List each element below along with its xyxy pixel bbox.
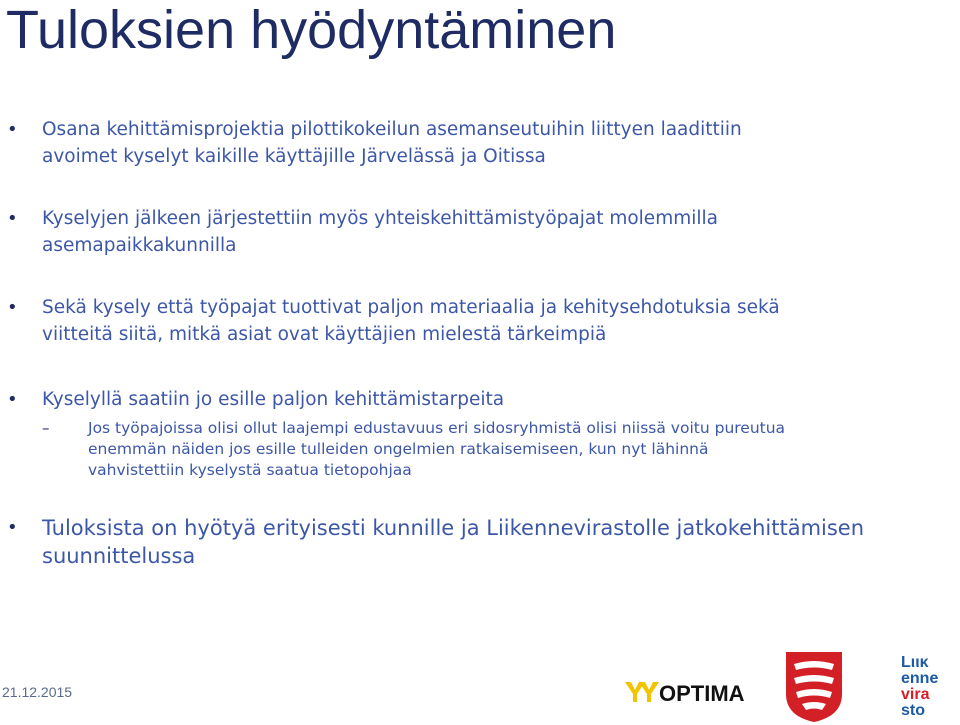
- bullet-item: [0, 205, 940, 261]
- lv-logo-line: vira: [901, 686, 930, 703]
- bullet-dot: •: [7, 517, 18, 538]
- bullet-dot: •: [7, 119, 18, 140]
- coat-of-arms-logo: [782, 650, 846, 724]
- bullet-item: [0, 116, 940, 172]
- footer-date: 21.12.2015: [2, 684, 73, 700]
- lv-logo-line: enne: [901, 670, 939, 687]
- lv-logo-line: sto: [901, 702, 925, 719]
- optima-logo: [625, 680, 755, 704]
- bullet-dot: •: [7, 389, 18, 410]
- optima-logo-text: OPTIMA: [659, 681, 745, 704]
- bullet-text: Kyselyllä saatiin jo esille paljon kehittämistarpeita: [42, 389, 505, 410]
- bullet-text: Kyselyjen jälkeen järjestettiin myös yhteiskehittämistyöpajat molemmilla asemapaikkakunnilla: [42, 208, 718, 256]
- bullet-item: [0, 386, 940, 414]
- bullet-dot: •: [7, 297, 18, 318]
- bullet-text: Osana kehittämisprojektia pilottikokeilun asemanseutuihin liittyen laadittiin avoimet kyselyt kaikille käyttäjille Järvelässä ja Oitissa: [42, 119, 742, 167]
- bullet-item: [0, 514, 940, 570]
- bullet-dot: •: [7, 208, 18, 229]
- sub-bullet-text: Jos työpajoissa olisi ollut laajempi edustavuus eri sidosryhmistä olisi niissä voitu pureutua enemmän näiden jos esille tulleiden ongelmien ratkaisemiseen, kun nyt lähinnä vahvistettiin kyselystä saatua tietopohjaa: [88, 419, 786, 479]
- bullet-item: [0, 294, 940, 350]
- bullet-text: Sekä kysely että työpajat tuottivat paljon materiaalia ja kehitysehdotuksia sekä viitteitä siitä, mitkä asiat ovat käyttäjien mielestä tärkeimpiä: [42, 297, 780, 345]
- slide-title: Tuloksien hyödyntäminen: [6, 0, 617, 60]
- liikennevirasto-logo: [897, 650, 957, 720]
- bullet-text: Tuloksista on hyötyä erityisesti kunnille ja Liikennevirastolle jatkokehittämisen suunnittelussa: [42, 516, 865, 568]
- sub-bullet-item: [0, 418, 940, 482]
- lv-logo-line: Lιικ: [901, 654, 929, 671]
- sub-bullet-dash: –: [42, 419, 50, 437]
- optima-logo-mark: [639, 682, 659, 702]
